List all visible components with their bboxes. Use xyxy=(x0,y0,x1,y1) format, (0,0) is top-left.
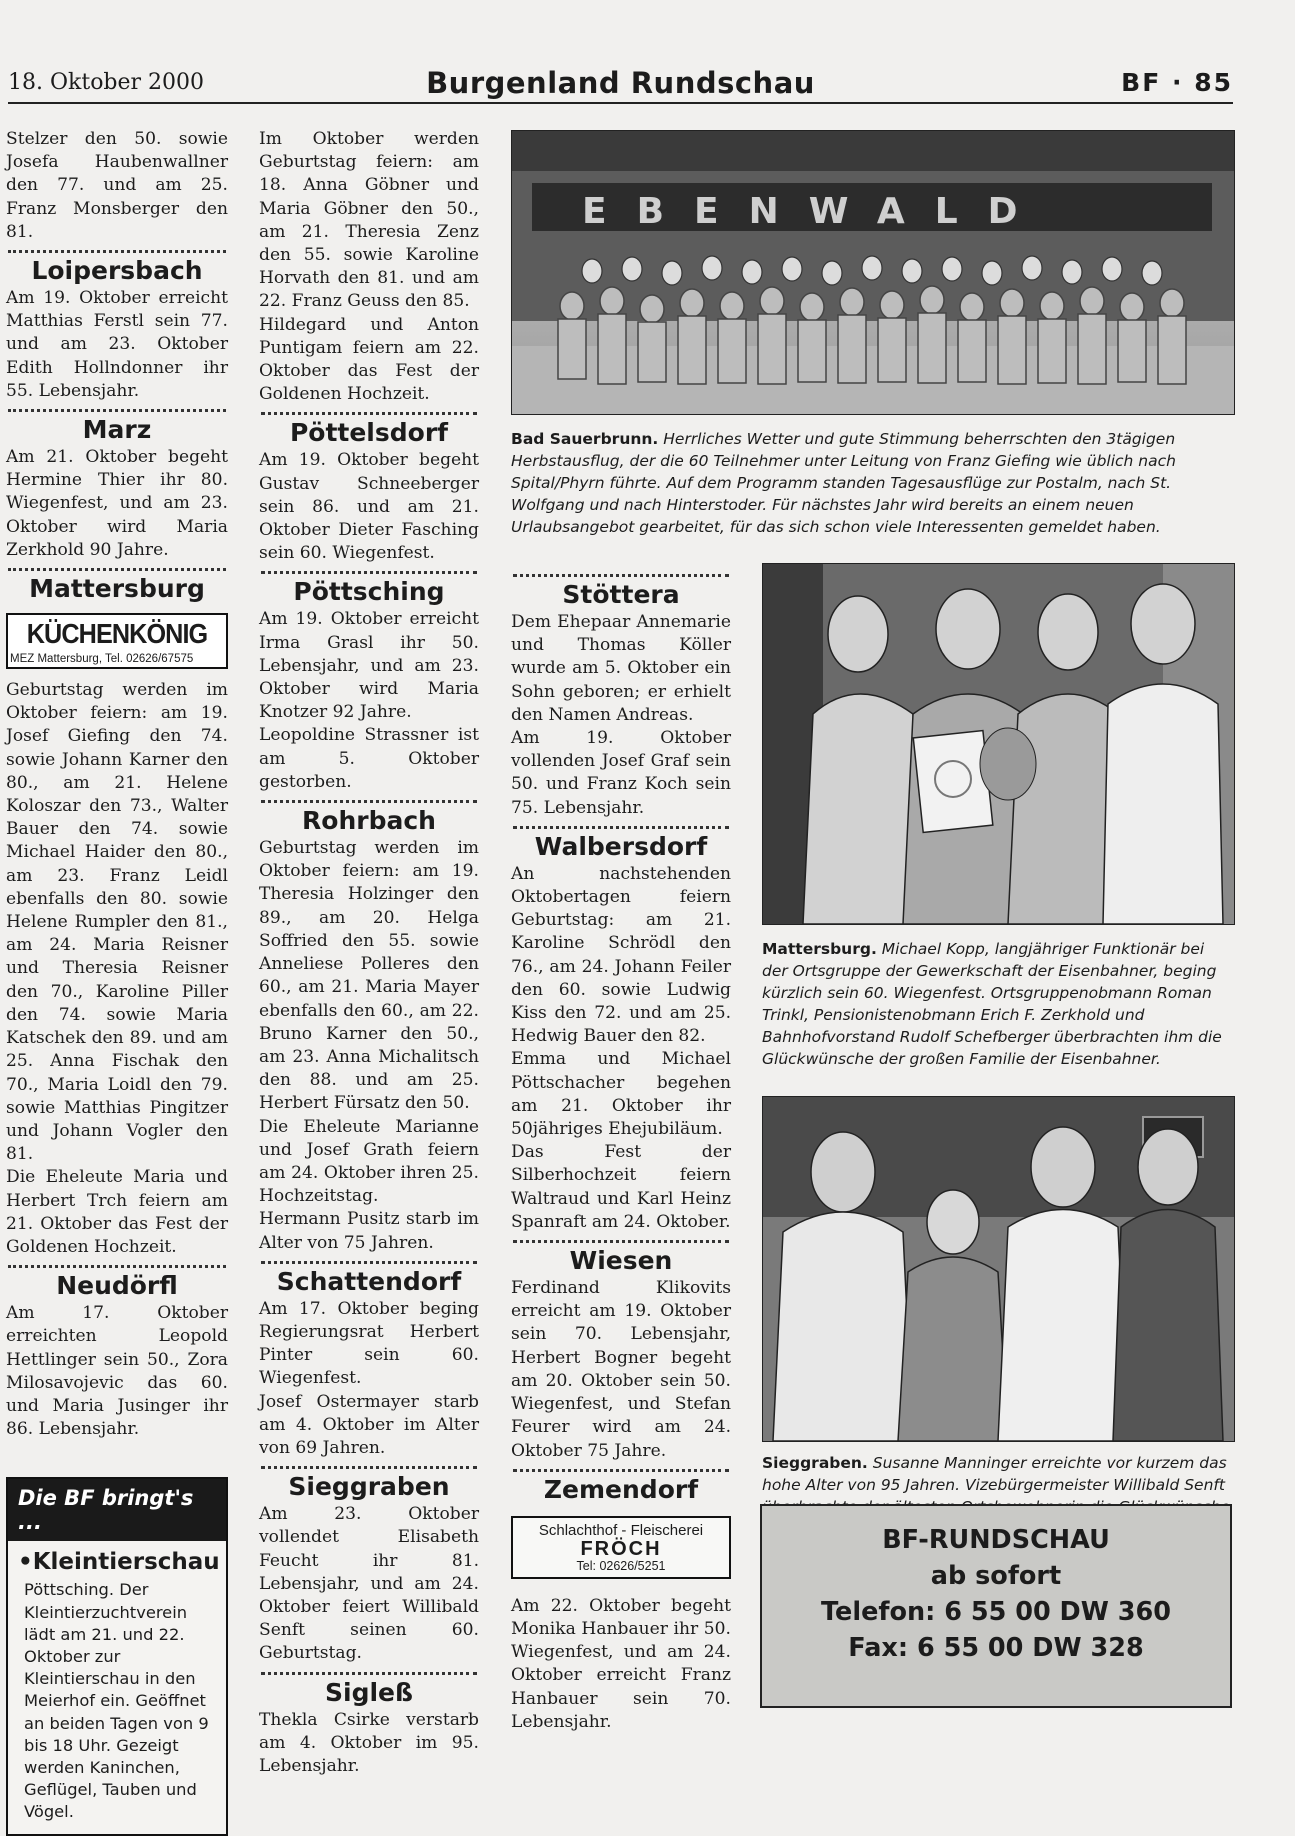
dotted-separator xyxy=(261,412,477,415)
section-heading: Walbersdorf xyxy=(534,831,708,861)
article-continuation-2: Hildegard und Anton Puntigam feiern am 22. Oktober das Fest der Goldenen Hochzeit. xyxy=(259,314,479,405)
section-heading: Schattendorf xyxy=(276,1266,462,1296)
section-stoettera xyxy=(511,574,731,820)
page-number: BF · 85 xyxy=(1121,68,1233,97)
ad-logo: KÜCHENKÖNIG xyxy=(26,618,208,650)
dotted-separator xyxy=(513,1469,729,1472)
box-line-2: ab sofort xyxy=(930,1561,1062,1591)
section-text: Am 21. Oktober begeht Hermine Thier ihr 80. Wiegenfest, und am 23. Oktober wird Maria Zerkhold 90 Jahre. xyxy=(6,447,228,560)
dotted-separator xyxy=(513,1240,729,1243)
section-heading: Marz xyxy=(82,415,152,445)
bf-rundschau-contact-box xyxy=(760,1504,1232,1708)
bf-info-box xyxy=(6,1477,228,1835)
section-text: Am 19. Oktober vollenden Josef Graf sein 50. und Franz Koch sein 75. Lebensjahr. xyxy=(511,728,731,818)
section-text: Geburtstag werden im Oktober feiern: am 19. Theresia Holzinger den 89., am 20. Helga Soffried den 55. sowie Anneliese Polleres den 60., am 21. Maria Mayer ebenfalls den 60., am 22. Bruno Karner den 50., am 23. Anna Michalitsch den 88. und am 25. Herbert Fürsatz den 50. xyxy=(259,838,479,1114)
section-text: Am 17. Oktober beging Regierungsrat Herbert Pinter sein 60. Wiegenfest. xyxy=(259,1298,479,1389)
section-text: Das Fest der Silberhochzeit feiern Waltraud und Karl Heinz Spanraft am 24. Oktober. xyxy=(511,1142,731,1232)
caption-place: Sieggraben. xyxy=(762,1454,868,1472)
section-rohrbach xyxy=(259,800,479,1255)
section-text: Die Eheleute Marianne und Josef Grath feiern am 24. Oktober ihren 25. Hochzeitstag. xyxy=(259,1116,479,1207)
issue-date: 18. Oktober 2000 xyxy=(8,70,205,95)
section-marz xyxy=(6,409,228,562)
box-heading: •Kleintierschau xyxy=(18,1549,220,1576)
section-text: Die Eheleute Maria und Herbert Trch feiern am 21. Oktober das Fest der Goldenen Hochzeit. xyxy=(6,1167,228,1257)
section-walbersdorf xyxy=(511,826,731,1234)
dotted-separator xyxy=(513,574,729,577)
section-text: Dem Ehepaar Annemarie und Thomas Köller wurde am 5. Oktober ein Sohn geboren; er erhielt den Namen Andreas. xyxy=(511,612,731,725)
section-text: Am 19. Oktober begeht Gustav Schneeberger sein 86. und am 21. Oktober Dieter Fasching sein 60. Wiegenfest. xyxy=(259,450,479,564)
caption-bad-sauerbrunn xyxy=(511,428,1233,538)
section-sieggraben xyxy=(259,1466,479,1665)
dotted-separator xyxy=(261,1466,477,1469)
dotted-separator xyxy=(261,571,477,574)
photo-sieggraben xyxy=(762,1096,1235,1442)
section-text: Geburtstag werden im Oktober feiern: am 19. Josef Giefing den 74. sowie Johann Karner den 80., am 21. Helene Koloszar den 73., Walter Bauer den 74. sowie Michael Haider den 80., am 23. Franz Leidl ebenfalls den 80. sowie Helene Rumpler den 81., am 24. Maria Reisner und Theresia Reisner den 70., Karoline Piller den 74. sowie Maria Katschek den 89. und am 25. Anna Fischak den 70., Maria Loidl den 79. sowie Matthias Pingitzer und Johann Vogler den 81. xyxy=(6,680,228,1165)
section-zemendorf xyxy=(511,1469,731,1734)
section-heading: Sigleß xyxy=(325,1677,413,1707)
article-continuation: Im Oktober werden Geburtstag feiern: am 18. Anna Göbner und Maria Göbner den 50., am 21. Theresia Zenz den 55. sowie Karoline Horvath den 81. und am 22. Franz Geuss den 85. xyxy=(259,129,479,312)
section-mattersburg xyxy=(6,568,228,1259)
dotted-separator xyxy=(261,800,477,803)
caption-place: Mattersburg. xyxy=(762,940,877,958)
dotted-separator xyxy=(513,826,729,829)
caption-mattersburg xyxy=(762,938,1233,1070)
ad-phone: Tel: 02626/5251 xyxy=(576,1558,666,1573)
section-neudoerfl xyxy=(6,1265,228,1441)
column-3 xyxy=(511,574,731,1734)
column-1 xyxy=(6,128,228,1836)
box-text: Pöttsching. Der Kleintierzuchtverein lädt am 21. und 22. Oktober zur Kleintierschau in den Meierhof ein. Geöffnet an beiden Tagen von 9 bis 18 Uhr. Gezeigt werden Kaninchen, Geflügel, Tauben und Vögel. xyxy=(24,1580,209,1822)
dotted-separator xyxy=(261,1261,477,1264)
section-heading: Stöttera xyxy=(562,580,680,609)
section-heading: Zemendorf xyxy=(543,1474,699,1504)
section-heading: Neudörfl xyxy=(56,1271,178,1301)
section-text: Am 19. Oktober erreicht Irma Grasl ihr 50. Lebensjahr, und am 23. Oktober wird Maria Knotzer 92 Jahre. xyxy=(259,609,479,723)
newspaper-title: Burgenland Rundschau xyxy=(426,66,815,100)
section-text: Am 19. Oktober erreicht Matthias Ferstl sein 77. und am 23. Oktober Edith Hollndonner ihr 55. Lebensjahr. xyxy=(6,288,228,401)
photo-sieggraben-image xyxy=(763,1097,1234,1441)
section-poettsching xyxy=(259,571,479,794)
section-text: Thekla Csirke verstarb am 4. Oktober im 95. Lebensjahr. xyxy=(259,1709,479,1776)
ad-contact: MEZ Mattersburg, Tel. 02626/67575 xyxy=(10,653,194,666)
dotted-separator xyxy=(8,409,226,412)
box-line-1: BF-RUNDSCHAU xyxy=(882,1525,1110,1555)
section-text: Emma und Michael Pöttschacher begehen am 21. Oktober ihr 50jähriges Ehejubiläum. xyxy=(511,1049,731,1140)
dotted-separator xyxy=(8,568,226,571)
section-heading: Wiesen xyxy=(569,1246,673,1276)
section-text: An nachstehenden Oktobertagen feiern Geburtstag: am 21. Karoline Schrödl den 76., am 24. Johann Feiler den 60. sowie Ludwig Kiss den 72. und am 25. Hedwig Bauer den 82. xyxy=(511,863,731,1047)
section-text: Leopoldine Strassner ist am 5. Oktober gestorben. xyxy=(259,725,479,792)
section-heading: Mattersburg xyxy=(29,574,205,604)
column-2 xyxy=(259,128,479,1778)
caption-text: Susanne Manninger erreichte vor kurzem das hohe Alter von 95 Jahren. Vizebürgermeister Willibald Senft xyxy=(762,1454,1227,1494)
photo-bus-group xyxy=(511,130,1235,415)
phone-number: Telefon: 6 55 00 DW 360 xyxy=(821,1597,1171,1627)
photo-mattersburg-image xyxy=(763,564,1234,924)
page-header xyxy=(8,66,1233,104)
section-heading: Loipersbach xyxy=(31,256,203,286)
section-sigless xyxy=(259,1672,479,1779)
section-heading: Pöttelsdorf xyxy=(289,418,449,448)
caption-text: Michael Kopp, langjähriger Funktionär bei der Ortsgruppe der Gewerkschaft der Eisenbahner, beging kürzlich sein 60. Wiegenfest. Ortsgruppenobmann Roman Trinkl, Pensionistenobmann Erich F. Zerkhold und Bahnhofvorstand Rudolf Schefberger überbrachten ihm die Glückwünsche der großen Familie der Eisenbahner. xyxy=(762,940,1222,1068)
section-poettelsdorf xyxy=(259,412,479,565)
section-text: Am 17. Oktober erreichten Leopold Hettlinger sein 50., Zora Milosavojevic das 60. und Maria Jusinger ihr 86. Lebensjahr. xyxy=(6,1303,228,1440)
section-text: Am 23. Oktober vollendet Elisabeth Feucht ihr 81. Lebensjahr, und am 24. Oktober feiert Willibald Senft seinen 60. Geburtstag. xyxy=(259,1504,479,1664)
article-continuation: Stelzer den 50. sowie Josefa Haubenwallner den 77. und am 25. Franz Monsberger den 81. xyxy=(6,129,228,242)
caption-text: Herrliches Wetter und gute Stimmung beherrschten den 3tägigen Herbstausflug, der die 60 Teilnehmer unter Leitung von Franz Giefing wie üblich nach Spital/Phyrn führte. Auf dem Programm standen Tagesausflüge zur Postalm, nach St. Wolfgang und nach Hinterstoder. Für nächstes Jahr wird bereits an einem neuen Urlaubsangebot gearbeitet, für das sich schon viele Interessenten gemeldet haben. xyxy=(511,430,1176,536)
section-wiesen xyxy=(511,1240,731,1463)
caption-place: Bad Sauerbrunn. xyxy=(511,430,659,448)
photo-mattersburg xyxy=(762,563,1235,925)
section-text: Hermann Pusitz starb im Alter von 75 Jahren. xyxy=(259,1209,479,1253)
fax-number: Fax: 6 55 00 DW 328 xyxy=(848,1633,1144,1663)
section-text: Josef Ostermayer starb am 4. Oktober im Alter von 69 Jahren. xyxy=(259,1391,479,1458)
section-loipersbach xyxy=(6,250,228,403)
ad-froech xyxy=(511,1516,731,1579)
dotted-separator xyxy=(8,250,226,253)
photo-bus-group-image xyxy=(512,131,1234,414)
section-heading: Rohrbach xyxy=(302,806,436,836)
section-text: Ferdinand Klikovits erreicht am 19. Oktober sein 70. Lebensjahr, Herbert Bogner begeht am 20. Oktober sein 50. Wiegenfest, und Stefan Feurer wird am 24. Oktober 75 Jahre. xyxy=(511,1278,731,1461)
section-schattendorf xyxy=(259,1261,479,1460)
dotted-separator xyxy=(8,1265,226,1268)
ad-name: FRÖCH xyxy=(580,1537,662,1560)
dotted-separator xyxy=(261,1672,477,1675)
box-title-bar: Die BF bringt's ... xyxy=(8,1479,226,1541)
section-heading: Pöttsching xyxy=(293,577,445,607)
section-heading: Sieggraben xyxy=(288,1472,450,1502)
bus-lettering: EBENWALD xyxy=(582,191,1048,232)
section-text: Am 22. Oktober begeht Monika Hanbauer ihr 50. Wiegenfest, und am 24. Oktober erreicht Franz Hanbauer sein 70. Lebensjahr. xyxy=(511,1595,731,1732)
ad-kuechenkoenig xyxy=(6,613,228,669)
ad-line: Schlachthof - Fleischerei xyxy=(538,1521,704,1539)
